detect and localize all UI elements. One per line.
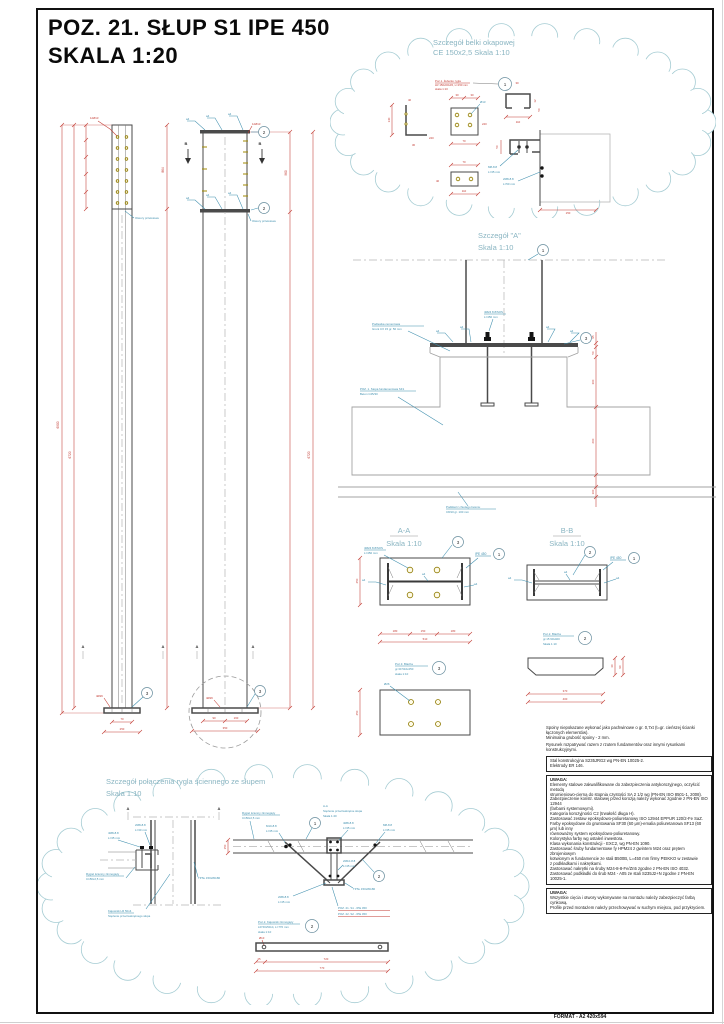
svg-text:Kątownik LR 50x4: Kątownik LR 50x4 [108, 909, 132, 913]
svg-text:110: 110 [515, 120, 521, 124]
uwaga-box: UWAGA: Elementy stalowe zakwalifikowane do zabezpieczenia antykorozyjnego, oczyścić metodą strumieniowo-cierną do stopnia czystości SA 2 1/2 wg (PN-EN ISO 8501-1, 2008). Zabezpieczenie konstr. stalowej przed korozją należy wykonać zgodnie z PN-EN ISO 12944 (farbami systemowymi). Kategoria korozyjności C2 (trwałość długa H). Zastosować zestaw epoksydowo-poliuretanowy ISO 12944 EPPUR 120/2-Fe SaZ. Farby epoksydowe do gruntowania SF30 (60 μm)-emalia poliuretanowa SF13 (60 μm) lub inny równoważny system epoksydowo-poliuretanowy. Kolorystyka farby wg ustaleń inwestora. Klasa wykonania konstrukcji - EXC2, wg PN-EN 1090. Zastosować śruby fundamentowe fy HPM24 z gwintem M24 oraz prętem zbrojeniowym kotwionym w fundamencie ze stali B500B, L=450 mm firmy PEIKKO w zestawie z podkładkami i nakrętkami. Zastosować nakrętki na śruby M24-8-8-Fe/Zn5 zgodne z PN-EN ISO 4032. Zastosować podkładki do śrub M24 - A05 ze stali S235J2+N zgodne z PN-EN 10025-1. [546, 775, 712, 885]
svg-text:Poz.2. Kątownik zimnogięty: Poz.2. Kątownik zimnogięty [258, 920, 294, 924]
dim-chains [60, 123, 315, 715]
svg-text:30: 30 [455, 93, 459, 97]
page-edge-bottom [0, 1022, 724, 1023]
svg-text:180: 180 [392, 629, 398, 633]
svg-text:30: 30 [470, 93, 474, 97]
dim-960: 960 [284, 170, 288, 176]
hole13-label: Ø13 [480, 100, 486, 104]
svg-text:Poz.3. Blacha: Poz.3. Blacha [395, 662, 413, 666]
svg-text:M10-8.8: M10-8.8 [266, 824, 277, 828]
svg-text:skala 1:10: skala 1:10 [435, 87, 448, 91]
svg-text:2M8-8.8: 2M8-8.8 [278, 895, 289, 899]
svg-text:M8-8.8: M8-8.8 [383, 823, 392, 827]
svg-text:a4: a4 [186, 196, 190, 200]
grout-label2: Grunt CX 15 gr. 50 mm [372, 327, 402, 331]
column1-web-view [104, 125, 140, 713]
uwaga2-title: UWAGA: [550, 889, 568, 895]
svg-text:90: 90 [618, 665, 622, 669]
aa-scale: Skala 1:10 [386, 539, 422, 548]
svg-text:LR 50x50x4, L=770 mm: LR 50x50x4, L=770 mm [258, 925, 289, 929]
grout-label1: Podlewka cementowa [372, 322, 401, 326]
svg-text:90: 90 [212, 716, 216, 720]
svg-text:M8-8.8: M8-8.8 [488, 165, 497, 169]
svg-text:1: 1 [313, 821, 317, 826]
tpsl-label-1: TPSL 150x80x80 [198, 876, 221, 880]
notes-block [546, 726, 712, 914]
note-welds: Spoiny niepokazane wykonać jako pachwinowe o gr. 0,7xt (t=gr. cieńszej ścianki łączonych elementów). Minimalna grubość spoiny - 2 mm. [546, 725, 695, 740]
svg-text:L=35 mm: L=35 mm [108, 836, 121, 840]
svg-text:A: A [195, 644, 199, 649]
svg-text:180: 180 [450, 629, 456, 633]
anchor-label2: L=450 mm [484, 315, 498, 319]
svg-text:gr.30 510x250: gr.30 510x250 [395, 667, 414, 671]
svg-text:L=45 mm: L=45 mm [343, 864, 356, 868]
drawing-title [48, 14, 330, 69]
note-read-with: Rysunek rozpatrywać razem z rzutem fundamentów oraz innymi rysunkami konstrukcyjnymi. [546, 741, 686, 752]
svg-text:1: 1 [497, 552, 501, 557]
bb-ipe-label: IPE 450 [610, 556, 622, 560]
aa-anchor1: 4M24 8.8/SOS [364, 546, 383, 550]
svg-text:Poz.1. Żeberko rygla: Poz.1. Żeberko rygla [435, 79, 461, 83]
svg-text:a4: a4 [474, 582, 478, 586]
splice-bolt-holes [116, 136, 128, 205]
svg-text:12: 12 [533, 99, 537, 103]
base1-total: 250 [119, 727, 125, 731]
column-elevations [40, 95, 340, 765]
otwory-label-2: Otwory przelotowe [252, 219, 276, 223]
svg-text:150: 150 [223, 844, 227, 850]
svg-text:770: 770 [319, 966, 325, 970]
svg-text:30: 30 [412, 143, 416, 147]
bb-title: B-B [560, 526, 574, 535]
svg-text:240: 240 [482, 122, 487, 126]
svg-text:110: 110 [461, 189, 467, 193]
base1-seg: 70 [120, 717, 124, 721]
aa-anchor2: L=450 mm [364, 551, 378, 555]
uwaga-title: UWAGA: [550, 776, 568, 782]
bb-scale: Skala 1:10 [549, 539, 585, 548]
hole10-label: Ø10 [259, 936, 265, 940]
footing-label1: POZ. 1. Stopa fundamentowa SF1 [360, 387, 405, 391]
svg-text:4M8-8.8: 4M8-8.8 [108, 831, 119, 835]
svg-text:A-A: A-A [323, 804, 328, 808]
svg-text:140: 140 [387, 117, 391, 123]
svg-text:Skala 1:10: Skala 1:10 [543, 642, 557, 646]
weld-flags-top [186, 112, 243, 130]
blinding-label1: Podkład z chudego betonu [446, 505, 481, 509]
svg-text:a4: a4 [422, 572, 426, 576]
title-line2: SKALA 1:20 [48, 42, 179, 68]
svg-text:3: 3 [584, 336, 588, 341]
cloud-eaves-detail [330, 22, 716, 218]
cloud-outline-bottom [38, 765, 529, 1005]
svg-text:A: A [126, 806, 130, 811]
svg-text:400: 400 [562, 697, 568, 701]
svg-text:350: 350 [222, 726, 228, 730]
svg-text:a4: a4 [508, 576, 512, 580]
steel-box: Stal konstrukcyjna S235JRG2 wg PN-EN 10025-2. Elektrody ER 146. [546, 756, 712, 772]
svg-text:L=50 mm: L=50 mm [503, 182, 516, 186]
svg-text:70: 70 [462, 139, 466, 143]
svg-text:L=30 mm: L=30 mm [135, 828, 148, 832]
svg-text:3: 3 [437, 666, 441, 671]
svg-text:160: 160 [233, 716, 239, 720]
svg-text:L=35 mm: L=35 mm [266, 829, 279, 833]
svg-text:Rygiel ścienny zimnogięty: Rygiel ścienny zimnogięty [242, 811, 276, 815]
tpsl-label-2: TPSL 150x80x80 [353, 887, 376, 891]
section-aa [380, 558, 470, 605]
holes-label-1: 12Ø13 [90, 116, 99, 120]
holes-label-2: 12Ø13 [252, 122, 261, 126]
svg-text:2: 2 [588, 550, 592, 555]
svg-text:a4: a4 [460, 325, 464, 329]
marker-a1: A [81, 644, 85, 649]
dim-total-left: 6900 [56, 421, 60, 429]
svg-text:Poz.2. Blacha: Poz.2. Blacha [543, 632, 561, 636]
hole26-label: Ø26 [384, 682, 390, 686]
svg-text:95: 95 [591, 335, 595, 339]
svg-text:a4: a4 [206, 193, 210, 197]
marker-a2: A [161, 644, 165, 649]
svg-text:L=35 mm: L=35 mm [383, 828, 396, 832]
cloud-bottom-title1: Szczegół połączenia rygla ściennego ze słupem [106, 777, 266, 786]
marker-b1: B [184, 141, 188, 146]
svg-text:a4: a4 [616, 576, 620, 580]
svg-text:a4: a4 [362, 578, 366, 582]
svg-text:250: 250 [355, 578, 359, 584]
page-edge-right [722, 0, 723, 1024]
svg-text:a4: a4 [228, 112, 232, 116]
svg-text:150: 150 [565, 211, 571, 215]
detail-a-title: Szczegół "A" [478, 231, 521, 240]
dim-main-left: 6720 [68, 451, 72, 459]
svg-text:A: A [217, 806, 221, 811]
svg-text:2: 2 [262, 130, 266, 135]
uwaga2-box: UWAGA: Wszystkie cięcia i otwory wykonywane na montażu należy zabezpieczyć farbą cynkową. Profile przed montażem należy przechowywać w suchym miejscu, pod przykryciem. [546, 888, 712, 914]
cloud-bottom-title2: Skala 1:10 [106, 789, 142, 798]
svg-text:25: 25 [257, 957, 261, 961]
svg-text:POZ. 22. S2 - IPE 450: POZ. 22. S2 - IPE 450 [338, 912, 367, 916]
svg-text:1: 1 [503, 82, 507, 87]
cloud-top-title2: CE 150x2,5 Skala 1:10 [433, 48, 510, 57]
base-holes-1: 4Ø26 [96, 694, 103, 698]
svg-text:30: 30 [610, 664, 614, 668]
svg-text:a4: a4 [546, 325, 550, 329]
format-label: FORMAT - A2 420x594 [553, 1014, 607, 1020]
foundation-outline [338, 347, 716, 497]
svg-text:1: 1 [541, 248, 545, 253]
svg-text:POZ. 21. S1 - IPE 450: POZ. 21. S1 - IPE 450 [338, 906, 367, 910]
svg-text:a4: a4 [206, 114, 210, 118]
svg-text:Stężenie przeciwskrętne słupa: Stężenie przeciwskrętne słupa [323, 809, 363, 813]
svg-text:240: 240 [429, 136, 434, 140]
svg-text:L=45 mm: L=45 mm [278, 900, 291, 904]
marker-b2: B [258, 141, 262, 146]
svg-text:LR 150x60x45, L=150 mm: LR 150x60x45, L=150 mm [435, 83, 468, 87]
detail-a-weld-flags [436, 325, 579, 342]
callout-3a: 3 [145, 691, 149, 696]
svg-text:2: 2 [262, 206, 266, 211]
svg-text:a4: a4 [436, 329, 440, 333]
svg-text:510: 510 [422, 637, 428, 641]
svg-text:100: 100 [591, 489, 595, 495]
svg-text:1: 1 [632, 556, 636, 561]
svg-text:2M10-8.8: 2M10-8.8 [343, 859, 356, 863]
svg-text:30: 30 [515, 81, 519, 85]
svg-text:A: A [251, 644, 255, 649]
svg-text:50: 50 [495, 145, 499, 149]
svg-text:300: 300 [591, 379, 595, 385]
cloud-top-title1: Szczegół belki okapowej [433, 38, 515, 47]
svg-text:C150x2,5 mm: C150x2,5 mm [86, 877, 104, 881]
svg-text:gr.15 90x400: gr.15 90x400 [543, 637, 560, 641]
aa-ipe-label: IPE 450 [475, 552, 487, 556]
base-holes-2: 4Ø26 [206, 696, 213, 700]
footing-label2: Beton C25/30 [360, 392, 378, 396]
svg-text:40: 40 [408, 98, 412, 102]
weld-flags-mid [186, 191, 243, 209]
svg-text:a4: a4 [228, 191, 232, 195]
title-line1: POZ. 21. SŁUP S1 IPE 450 [48, 15, 330, 40]
svg-text:3: 3 [258, 689, 262, 694]
column2-flange-view [189, 130, 261, 748]
svg-text:2: 2 [583, 636, 587, 641]
svg-text:2: 2 [310, 924, 314, 929]
svg-text:40: 40 [436, 179, 440, 183]
svg-text:370: 370 [562, 689, 568, 693]
aa-title: A-A [397, 526, 411, 535]
svg-text:3: 3 [456, 540, 460, 545]
svg-text:150: 150 [420, 629, 426, 633]
svg-text:Skala 1:20: Skala 1:20 [323, 814, 337, 818]
svg-text:600: 600 [591, 438, 595, 444]
cloud-girt-detail [38, 762, 545, 1005]
svg-text:70: 70 [462, 160, 466, 164]
svg-text:a4: a4 [570, 329, 574, 333]
svg-text:250: 250 [355, 710, 359, 716]
poz3-plate [355, 629, 472, 737]
svg-text:Stężenie przeciwskrętnego słup: Stężenie przeciwskrętnego słupa [108, 914, 151, 918]
column-base [430, 260, 578, 406]
svg-text:50: 50 [537, 108, 541, 112]
sections-and-plates [338, 515, 716, 760]
poz2-plate [526, 632, 625, 705]
blinding-label2: C8/10 gr. 100 mm [446, 510, 469, 514]
svg-text:2M8-8.8: 2M8-8.8 [135, 823, 146, 827]
svg-text:C150x2,5 mm: C150x2,5 mm [242, 816, 260, 820]
detail-a-foundation [338, 220, 716, 515]
svg-text:a4: a4 [186, 117, 190, 121]
svg-text:skala 1:10: skala 1:10 [395, 672, 409, 676]
dim-864: 864 [161, 167, 165, 173]
detail-a-scale: Skala 1:10 [478, 243, 514, 252]
anchor-label1: 4M24 8.8/SOS [484, 310, 503, 314]
svg-text:L=35 mm: L=35 mm [343, 826, 356, 830]
otwory-label-1a: Otwory przelotowe [135, 216, 159, 220]
svg-text:a4: a4 [564, 570, 568, 574]
svg-text:2: 2 [377, 874, 381, 879]
foundation-dims [594, 332, 598, 507]
svg-text:L=35 mm: L=35 mm [488, 170, 501, 174]
svg-text:720: 720 [323, 957, 329, 961]
svg-text:Rygiel ścienny zimnogięty: Rygiel ścienny zimnogięty [86, 872, 120, 876]
dim-main-right: 6720 [307, 451, 311, 459]
svg-text:2M8-8.8: 2M8-8.8 [503, 177, 514, 181]
svg-text:4M8-8.8: 4M8-8.8 [343, 821, 354, 825]
svg-text:50: 50 [591, 351, 595, 355]
svg-text:skala 1:10: skala 1:10 [258, 930, 272, 934]
